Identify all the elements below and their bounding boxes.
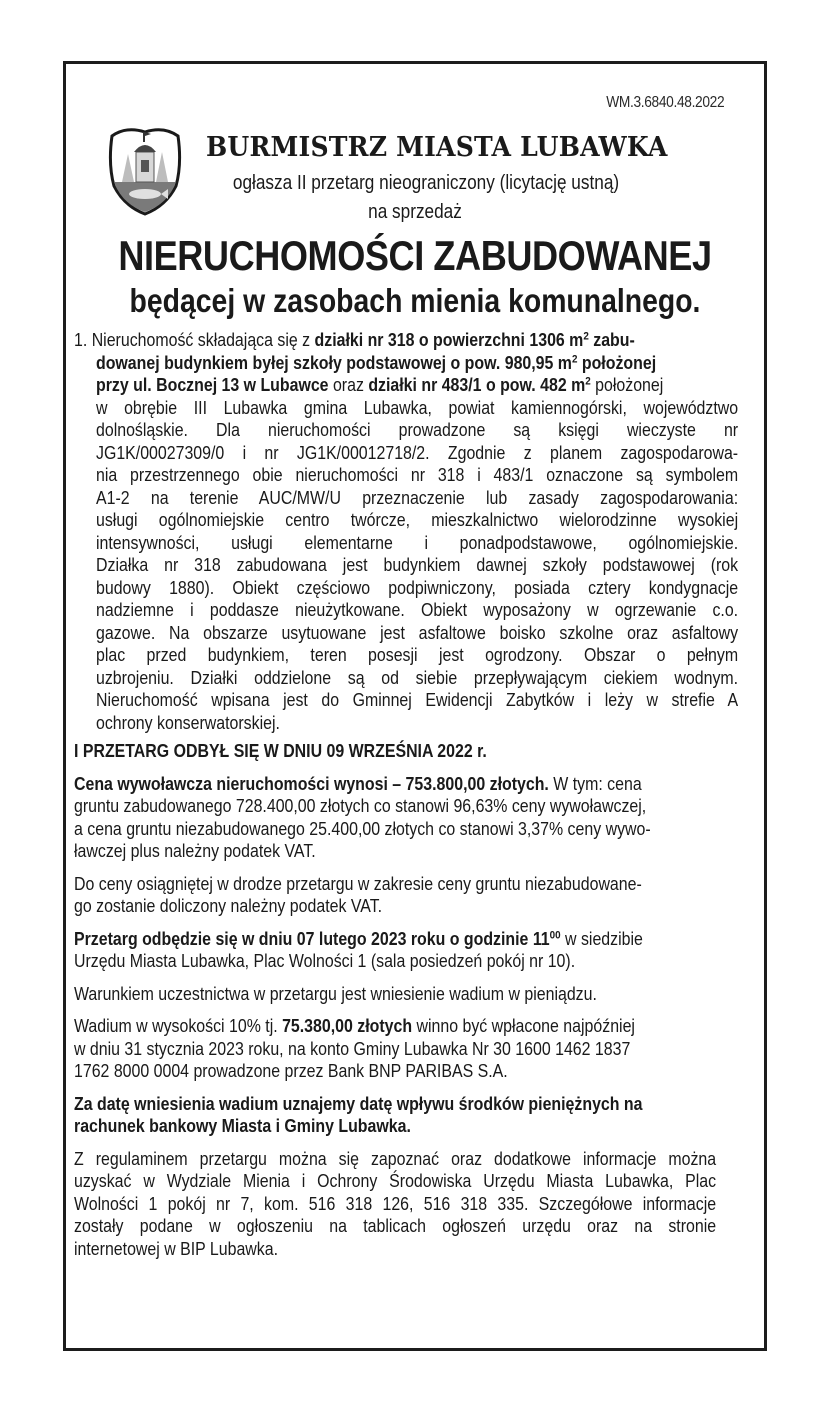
announcement-subtitle: ogłasza II przetarg nieograniczony (licytację ustną) bbox=[232, 172, 620, 194]
text-line: 1762 8000 0004 prowadzone przez Bank BNP PARIBAS S.A. bbox=[74, 1060, 508, 1081]
reference-number: WM.3.6840.48.2022 bbox=[605, 94, 724, 111]
main-subtitle: będącej w zasobach mienia komunalnego. bbox=[129, 282, 701, 319]
text-line: intensywności, usługi elementarne i ponadpodstawowe, ogólnomiejskie. bbox=[96, 531, 739, 553]
text-line: Do ceny osiągniętej w drodze przetargu w zakresie ceny gruntu niezabudowane- bbox=[74, 872, 642, 894]
announcement-subtitle-2: na sprzedaż bbox=[368, 201, 462, 223]
text-line: gruntu zabudowanego 728.400,00 złotych co stanowi 96,63% ceny wywoławczej, bbox=[74, 795, 647, 816]
text-line: plac przed budynkiem, teren posesji jest ogrodzony. Obszar o pełnym bbox=[96, 644, 739, 665]
text-line: usługi ogólnomiejskie centro twórcze, mieszkalnictwo wielorodzinne wysokiej bbox=[96, 509, 739, 530]
text-line: zostały podane w ogłoszeniu na tablicach ogłoszeń urzędu oraz na stronie bbox=[74, 1215, 717, 1236]
text-line: nia przestrzennego obie nieruchomości nr 318 i 483/1 oznaczone są symbolem bbox=[96, 464, 739, 485]
text-line: go zostanie doliczony należny podatek VAT. bbox=[74, 895, 383, 916]
tender-date-paragraph bbox=[74, 928, 716, 973]
text-line: gazowe. Na obszarze usytuowane jest asfaltowe boisko szkolne oraz asfaltowy bbox=[96, 621, 739, 643]
info-paragraph bbox=[74, 1148, 716, 1261]
text-line: Działka nr 318 zabudowana jest budynkiem dawnej szkoły podstawowej (rok bbox=[96, 554, 739, 575]
text-line: przy ul. Bocznej 13 w Lubawce oraz działki nr 483/1 o pow. 482 $m^2$ położonej bbox=[96, 374, 664, 395]
text-line: Przetarg odbędzie się w dniu 07 lutego 2023 roku o godzinie $11^{00}$ w siedzibie bbox=[74, 927, 643, 949]
text-line: Urzędu Miasta Lubawka, Plac Wolności 1 (sala posiedzeń pokój nr 10). bbox=[74, 950, 576, 971]
text-line: rachunek bankowy Miasta i Gminy Lubawka. bbox=[74, 1115, 411, 1136]
deposit-date-paragraph bbox=[74, 1093, 716, 1138]
text-line: Cena wywoławcza nieruchomości wynosi – 753.800,00 złotych. W tym: cena bbox=[74, 772, 642, 794]
notice-frame bbox=[63, 61, 767, 1351]
text-line: dowanej budynkiem byłej szkoły podstawowej o pow. 980,95 $m^2$ położonej bbox=[96, 351, 657, 373]
text-line: a cena gruntu niezabudowanego 25.400,00 złotych co stanowi 3,37% ceny wywo- bbox=[74, 817, 651, 839]
first-tender-heading: I PRZETARG ODBYŁ SIĘ W DNIU 09 WRZEŚNIA 2022 r. bbox=[74, 740, 487, 761]
text-line: budowy 1880). Obiekt częściowo podpiwniczony, posiada cztery kondygnacje bbox=[96, 576, 739, 598]
text-line: Za datę wniesienia wadium uznajemy datę wpływu środków pieniężnych na bbox=[74, 1092, 643, 1114]
text-line: w obrębie III Lubawka gmina Lubawka, powiat kamiennogórski, województwo bbox=[96, 396, 739, 418]
text-line: Warunkiem uczestnictwa w przetargu jest wniesienie wadium w pieniądzu. bbox=[74, 982, 597, 1004]
text-line: nadziemne i poddasze nieużytkowane. Obiekt wyposażony w ogrzewanie c.o. bbox=[96, 599, 739, 620]
price-paragraph bbox=[74, 773, 716, 863]
main-title: NIERUCHOMOŚCI ZABUDOWANEJ bbox=[118, 232, 712, 279]
text-line: uzyskać w Wydziale Mienia i Ochrony Środowiska Urzędu Miasta Lubawka, Plac bbox=[74, 1170, 717, 1191]
text-line: dolnośląskie. Dla nieruchomości prowadzone są księgi wieczyste nr bbox=[96, 419, 739, 440]
vat-paragraph bbox=[74, 873, 716, 918]
text-line: uzbrojeniu. Działki oddzielone są od siebie przepływającym ciekiem wodnym. bbox=[96, 666, 739, 688]
text-line: A1-2 na terenie AUC/MW/U przeznaczenie lub zasady zagospodarowania: bbox=[96, 486, 739, 508]
text-line: JG1K/00027309/0 i nr JG1K/00012718/2. Zgodnie z planem zagospodarowa- bbox=[96, 441, 739, 463]
issuer-heading: BURMISTRZ MIASTA LUBAWKA bbox=[206, 132, 668, 163]
condition-paragraph bbox=[74, 983, 716, 1006]
text-line: Nieruchomość wpisana jest do Gminnej Ewidencji Zabytków i leży w strefie A bbox=[96, 689, 739, 710]
text-line: ochrony konserwatorskiej. bbox=[96, 711, 280, 733]
text-line: 1. Nieruchomość składająca się z działki nr 318 o powierzchni 1306 $m^2$ zabu- bbox=[74, 329, 635, 350]
text-line: ławczej plus należny podatek VAT. bbox=[74, 840, 316, 861]
text-line: w dniu 31 stycznia 2023 roku, na konto Gminy Lubawka Nr 30 1600 1462 1837 bbox=[74, 1037, 631, 1059]
text-line: Wolności 1 pokój nr 7, kom. 516 318 126, 516 318 335. Szczegółowe informacje bbox=[74, 1192, 717, 1214]
deposit-paragraph bbox=[74, 1015, 716, 1083]
text-line: internetowej w BIP Lubawka. bbox=[74, 1237, 279, 1259]
text-line: Z regulaminem przetargu można się zapoznać oraz dodatkowe informacje można bbox=[74, 1147, 717, 1169]
text-line: Wadium w wysokości 10% tj. 75.380,00 złotych winno być wpłacone najpóźniej bbox=[74, 1015, 635, 1036]
notice-body bbox=[74, 329, 739, 1260]
property-description bbox=[74, 329, 739, 734]
